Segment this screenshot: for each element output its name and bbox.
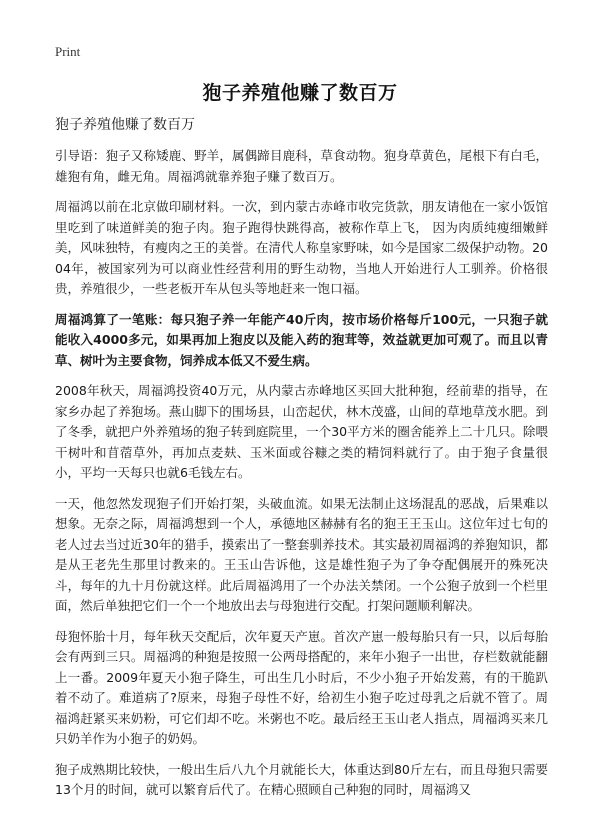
paragraph: 狍子成熟期比较快，一般出生后八九个月就能长大，体重达到80斤左右，而且母狍只需要13个月的时间，就可以繁育后代了。在精心照顾自己种狍的同时，周福鸿又 <box>55 761 548 797</box>
paragraph: 一天，他忽然发现狍子们开始打架，头破血流。如果无法制止这场混乱的恶战，后果难以想象。无奈之际，周福鸿想到一个人，承德地区赫赫有名的狍王王玉山。这位年过七旬的老人过去当过近30年的猎手，摸索出了一整套驯养技术。其实最初周福鸿的养狍知识，都是从王老先生那里讨教来的。王玉山告诉他，这是雄性狍子为了争夺配偶展开的殊死决斗，每年的九十月份就这样。此后周福鸿用了一个办法关禁闭。一个公狍子放到一个栏里面，然后单独把它们一个一个地放出去与母狍进行交配。打架问题顺利解决。 <box>55 495 548 613</box>
article-body <box>55 115 548 811</box>
print-label: Print <box>55 44 81 59</box>
paragraph-intro: 引导语：狍子又称矮鹿、野羊，属偶蹄目鹿科，草食动物。狍身草黄色，尾根下有白毛，雄狍有角，雌无角。周福鸿就靠养狍子赚了数百万。 <box>55 148 548 184</box>
paragraph: 周福鸿以前在北京做印刷材料。一次，到内蒙古赤峰市收完货款，朋友请他在一家小饭馆里吃到了味道鲜美的狍子肉。狍子跑得快跳得高，被称作草上飞， 因为肉质纯瘦细嫩鲜美，风味独特，有瘦肉之王的美誉。在清代人称皇家野味，如今是国家二级保护动物。2004年，被国家列为可以商业性经营利用的野生动物，当地人开始进行人工驯养。价格很贵，养殖很少，一些老板开车从包头等地赶来一饱口福。 <box>55 199 548 296</box>
paragraph-highlight: 周福鸿算了一笔账：每只狍子养一年能产40斤肉，按市场价格每斤100元，一只狍子就能收入4000多元，如果再加上狍皮以及能入药的狍茸等，效益就更加可观了。而且以青草、树叶为主要食物，饲养成本低又不爱生病。 <box>55 311 548 368</box>
paragraph: 母狍怀胎十月，每年秋天交配后，次年夏天产崽。首次产崽一般每胎只有一只，以后每胎会有两到三只。周福鸿的种狍是按照一公两母搭配的，来年小狍子一出世，存栏数就能翻上一番。2009年夏天小狍子降生，可出生几小时后，不少小狍子开始发蔫，有的干脆趴着不动了。难道病了?原来，母狍子母性不好，给初生小狍子吃过母乳之后就不管了。周福鸿赶紧买来奶粉，可它们却不吃。米粥也不吃。最后经王玉山老人指点，周福鸿买来几只奶羊作为小狍子的奶妈。 <box>55 628 548 746</box>
article-subtitle: 狍子养殖他赚了数百万 <box>55 117 195 133</box>
page-title: 狍子养殖他赚了数百万 <box>202 82 398 104</box>
paragraph: 2008年秋天，周福鸿投资40万元，从内蒙古赤峰地区买回大批种狍，经前辈的指导，在家乡办起了养狍场。燕山脚下的围场县，山峦起伏，林木茂盛，山间的草地草茂水肥。到了冬季，就把户外养殖场的狍子转到庭院里，一个30平方米的圈舍能养上二十几只。除喂干树叶和苜蓿草外，再加点麦麸、玉米面或谷糠之类的精饲料就行了。由于狍子食量很小，平均一天每只也就6毛钱左右。 <box>55 383 548 480</box>
